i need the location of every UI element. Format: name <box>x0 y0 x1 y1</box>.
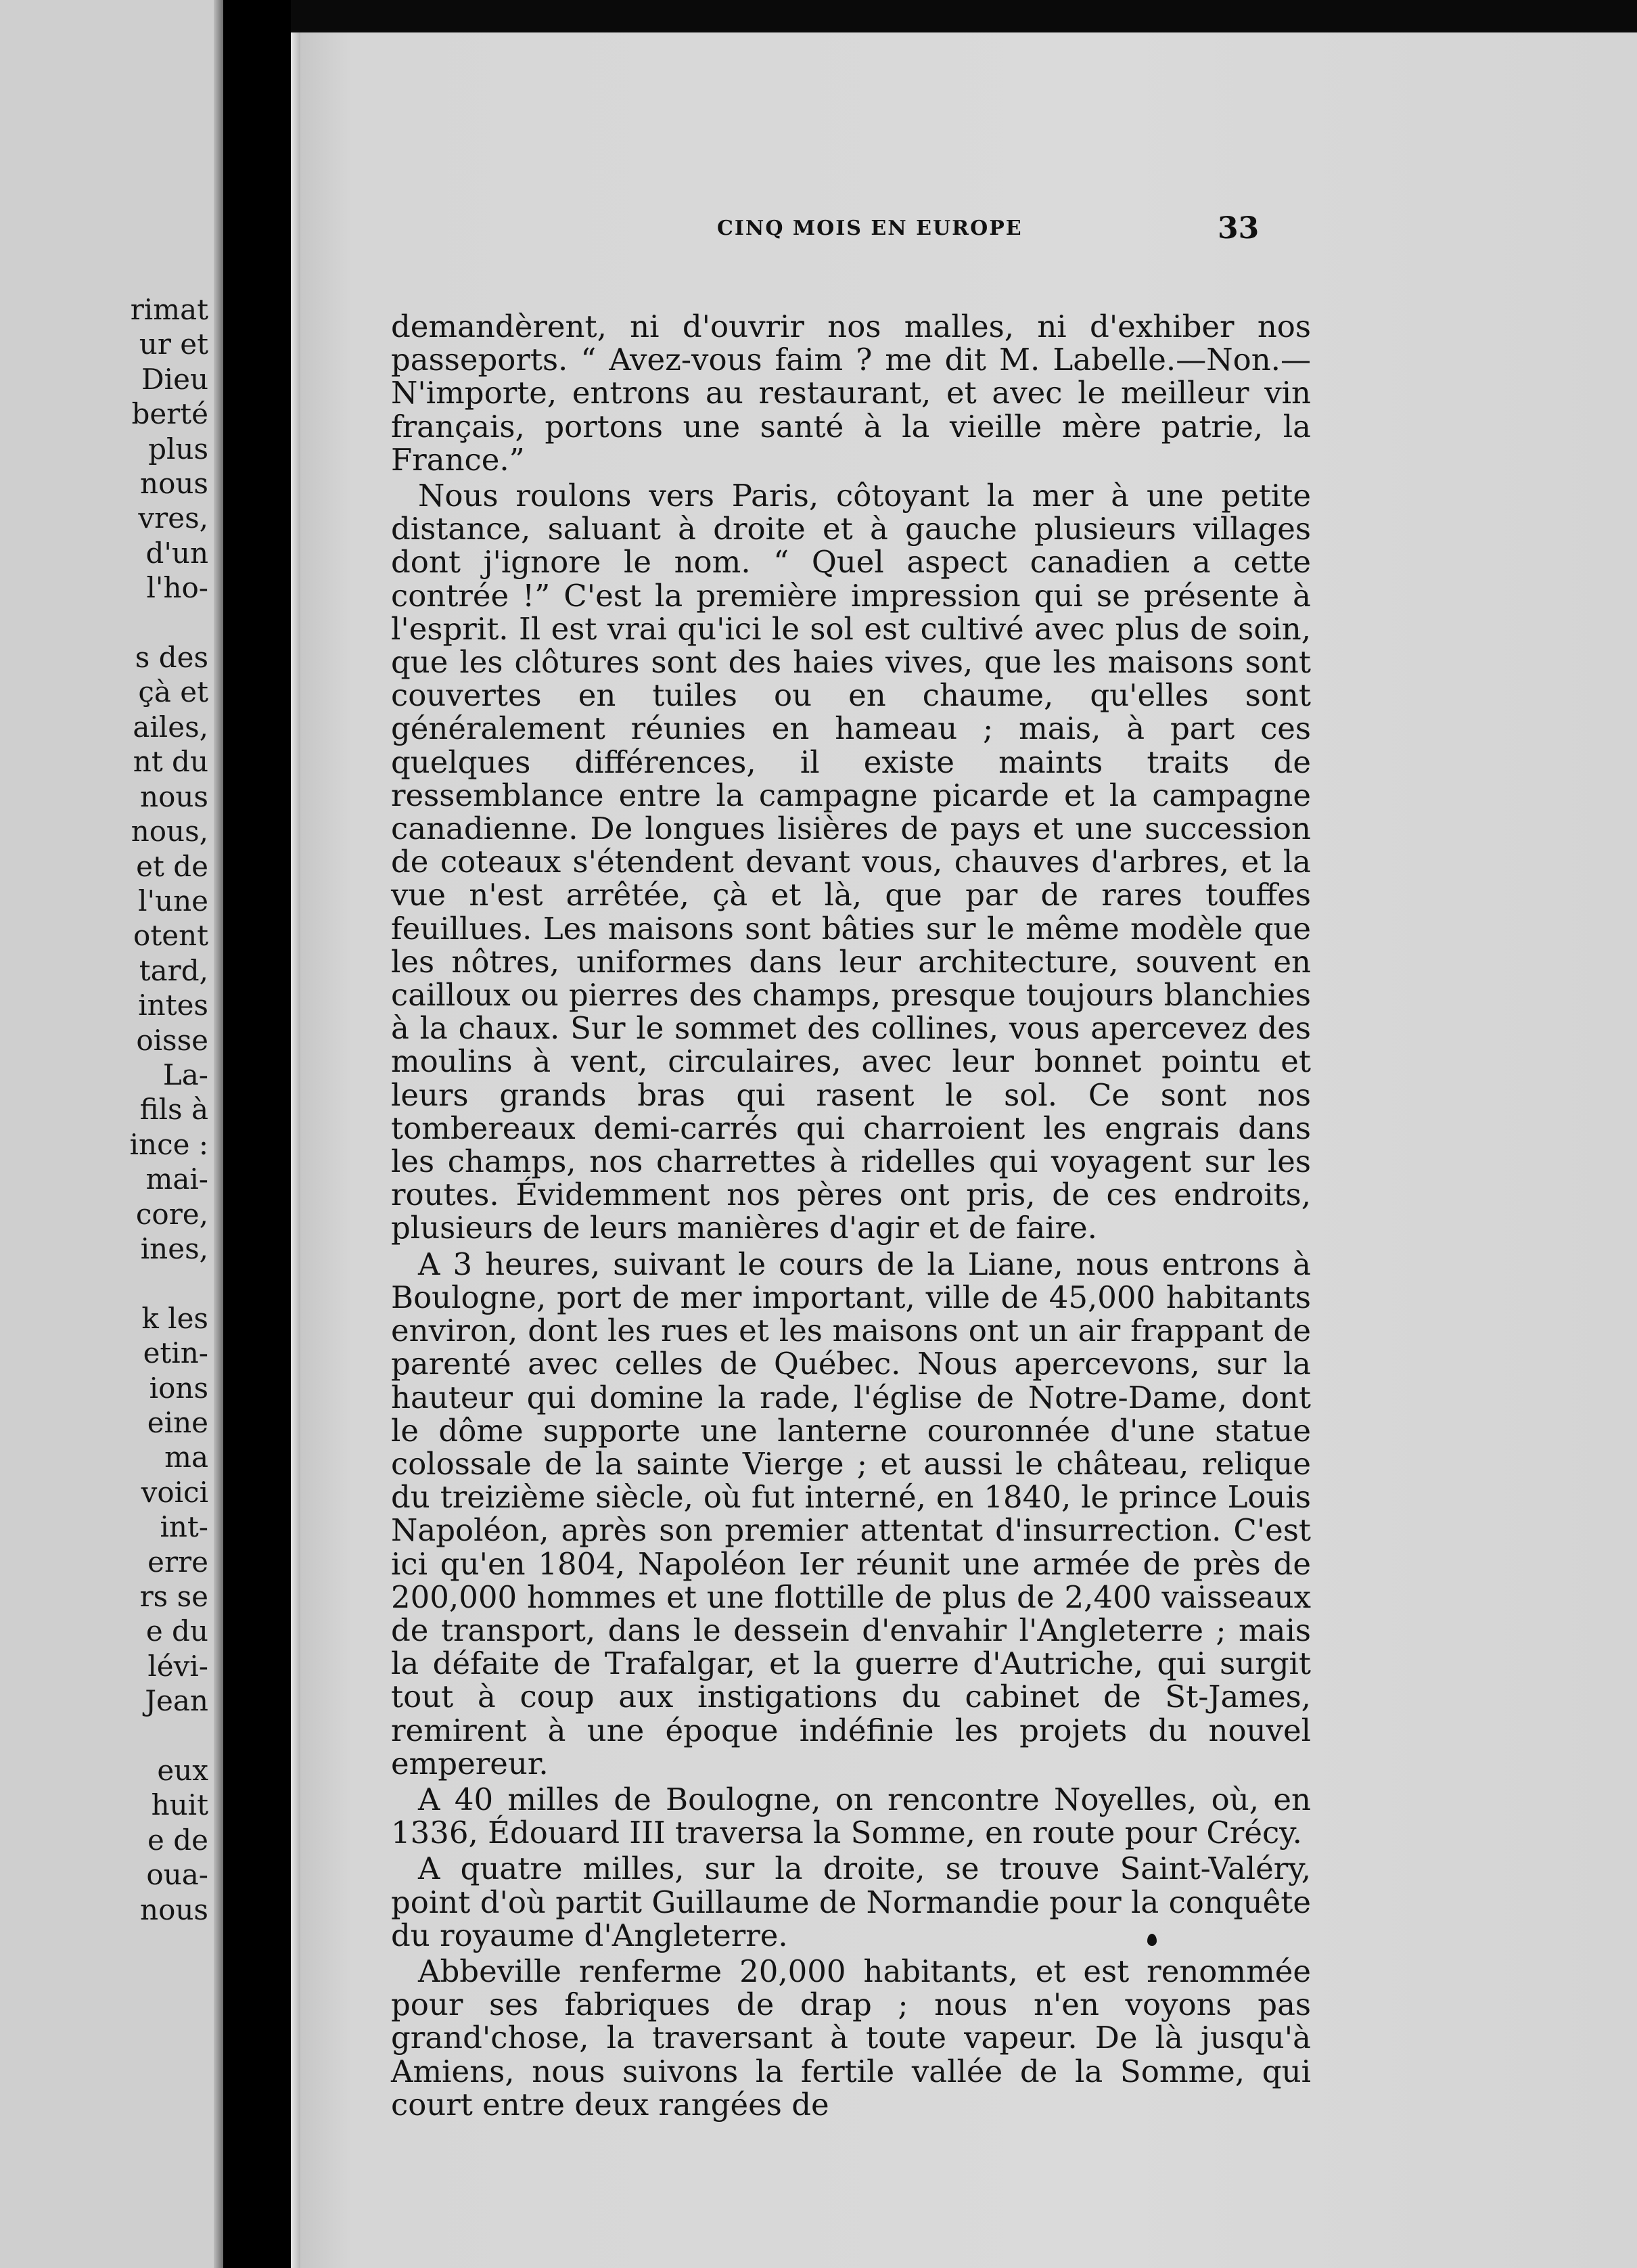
left-fragment <box>130 606 208 640</box>
left-fragment: e de <box>147 1823 208 1857</box>
paragraph-1: demandèrent, ni d'ouvrir nos malles, ni d'exhiber nos passeports. “ Avez-vous faim ? me dit M. Labelle.—Non.—N'importe, entrons au restaurant, et avec le meilleur vin français, portons une santé à la vieille mère patrie, la France.” <box>391 309 1311 478</box>
left-fragment: e du <box>145 1614 208 1648</box>
left-fragment: intes <box>138 989 208 1022</box>
ink-mark <box>1147 1934 1157 1946</box>
left-fragment: int- <box>160 1510 208 1544</box>
left-fragment: core, <box>135 1197 208 1231</box>
left-fragment: La- <box>162 1058 208 1091</box>
left-fragment <box>130 1266 208 1300</box>
left-fragment: rimat <box>130 293 208 326</box>
left-fragment: nt du <box>133 745 208 779</box>
page-fold <box>291 32 300 2268</box>
left-fragment: huit <box>151 1788 208 1822</box>
paragraph-3: A 3 heures, suivant le cours de la Liane, nous entrons à Boulogne, port de mer important, ville de 45,000 habitants environ, dont les rues et les maisons ont un air frappant de parenté avec celles de Québec. Nous apercevons, sur la hauteur qui domine la rade, l'église de Notre-Dame, dont le dôme supporte une lanterne couronnée d'une statue colossale de la sainte Vierge ; et aussi le château, relique du treizième siècle, où fut interné, en 1840, le prince Louis Napoléon, après son premier attentat d'insurrection. C'est ici qu'en 1804, Napoléon Ier réunit une armée de près de 200,000 hommes et une flottille de plus de 2,400 vaisseaux de transport, dans le dessein d'envahir l'Angleterre ; mais la défaite de Trafalgar, et la guerre d'Autriche, qui surgit tout à coup aux instigations du cabinet de St-James, remirent à une époque indéfinie les projets du nouvel empereur. <box>391 1246 1311 1782</box>
left-fragment: s des <box>135 641 208 675</box>
left-fragment: tard, <box>139 953 208 987</box>
left-fragment: oua- <box>146 1858 208 1892</box>
page-body <box>391 310 1311 2121</box>
left-fragment: rs se <box>139 1580 208 1614</box>
left-fragment: berté <box>131 397 208 431</box>
left-fragment: ince : <box>129 1127 208 1161</box>
page-number: 33 <box>1218 211 1260 246</box>
left-fragment: lévi- <box>147 1649 208 1683</box>
left-fragment: nous <box>140 467 208 501</box>
left-fragment: nous, <box>131 815 208 848</box>
left-fragment: nous <box>140 779 208 813</box>
left-fragment <box>130 1719 208 1753</box>
left-fragment: Jean <box>145 1684 208 1718</box>
left-fragment: ions <box>149 1371 208 1405</box>
left-fragment: ailes, <box>133 710 208 744</box>
paragraph-5: A quatre milles, sur la droite, se trouve Saint-Valéry, point d'où partit Guillaume de Normandie pour la conquête du royaume d'Angleterre. <box>391 1851 1311 1953</box>
left-fragment: d'un <box>145 536 208 570</box>
left-fragment: voici <box>141 1475 208 1509</box>
page-gutter <box>223 0 291 2268</box>
left-fragment: fils à <box>139 1093 208 1127</box>
left-fragment: ines, <box>140 1231 208 1265</box>
left-fragment: vres, <box>138 501 208 535</box>
left-facing-page <box>0 0 223 2268</box>
left-fragment: Dieu <box>141 362 208 396</box>
left-fragment: ma <box>164 1441 208 1474</box>
left-fragment: nous <box>140 1892 208 1926</box>
left-fragment: eine <box>147 1406 208 1439</box>
left-fragment: l'une <box>138 884 208 917</box>
left-fragment: et de <box>136 849 208 883</box>
left-fragment: mai- <box>145 1162 208 1196</box>
left-fragment: eux <box>157 1754 208 1788</box>
running-title: CINQ MOIS EN EUROPE <box>717 217 1023 240</box>
left-fragment: plus <box>148 432 208 466</box>
left-fragment: etin- <box>143 1336 208 1370</box>
left-fragment: ur et <box>139 327 208 361</box>
paragraph-4: A 40 milles de Boulogne, on rencontre Noyelles, où, en 1336, Édouard III traversa la Somme, en route pour Crécy. <box>391 1781 1311 1851</box>
left-fragment: çà et <box>138 675 208 709</box>
left-page-edge <box>214 0 223 2268</box>
left-fragment: otent <box>133 919 208 953</box>
paragraph-2: Nous roulons vers Paris, côtoyant la mer à une petite distance, saluant à droite et à gauche plusieurs villages dont j'ignore le nom. “ Quel aspect canadien a cette contrée !” C'est la première impression qui se présente à l'esprit. Il est vrai qu'ici le sol est cultivé avec plus de soin, que les clôtures sont des haies vives, que les maisons sont couvertes en tuiles ou en chaume, qu'elles sont généralement réunies en hameau ; mais, à part ces quelques différences, il existe maints traits de ressemblance entre la campagne picarde et la campagne canadienne. De longues lisières de pays et une succession de coteaux s'étendent devant vous, chauves d'arbres, et la vue n'est arrêtée, çà et là, que par de rares touffes feuillues. Les maisons sont bâties sur le même modèle que les nôtres, uniformes dans leur architecture, souvent en cailloux ou pierres des champs, presque toujours blanchies à la chaux. Sur le sommet des collines, vous apercevez des moulins à vent, circulaires, avec leur bonnet pointu et leurs grands bras qui rasent le sol. Ce sont nos tombereaux demi-carrés qui charroient les engrais dans les champs, nos charrettes à ridelles qui voyagent sur les routes. Évidemment nos pères ont pris, de ces endroits, plusieurs de leurs manières d'agir et de faire. <box>391 478 1311 1246</box>
left-fragment: l'ho- <box>146 571 208 605</box>
left-fragment: erre <box>147 1545 208 1579</box>
paragraph-6: Abbeville renferme 20,000 habitants, et est renommée pour ses fabriques de drap ; nous n'en voyons pas grand'chose, la traversant à toute vapeur. De là jusqu'à Amiens, nous suivons la fertile vallée de la Somme, qui court entre deux rangées de <box>391 1953 1311 2123</box>
left-fragment: k les <box>141 1301 208 1335</box>
left-fragment: oisse <box>136 1023 208 1057</box>
left-page-fragments <box>130 292 208 1927</box>
